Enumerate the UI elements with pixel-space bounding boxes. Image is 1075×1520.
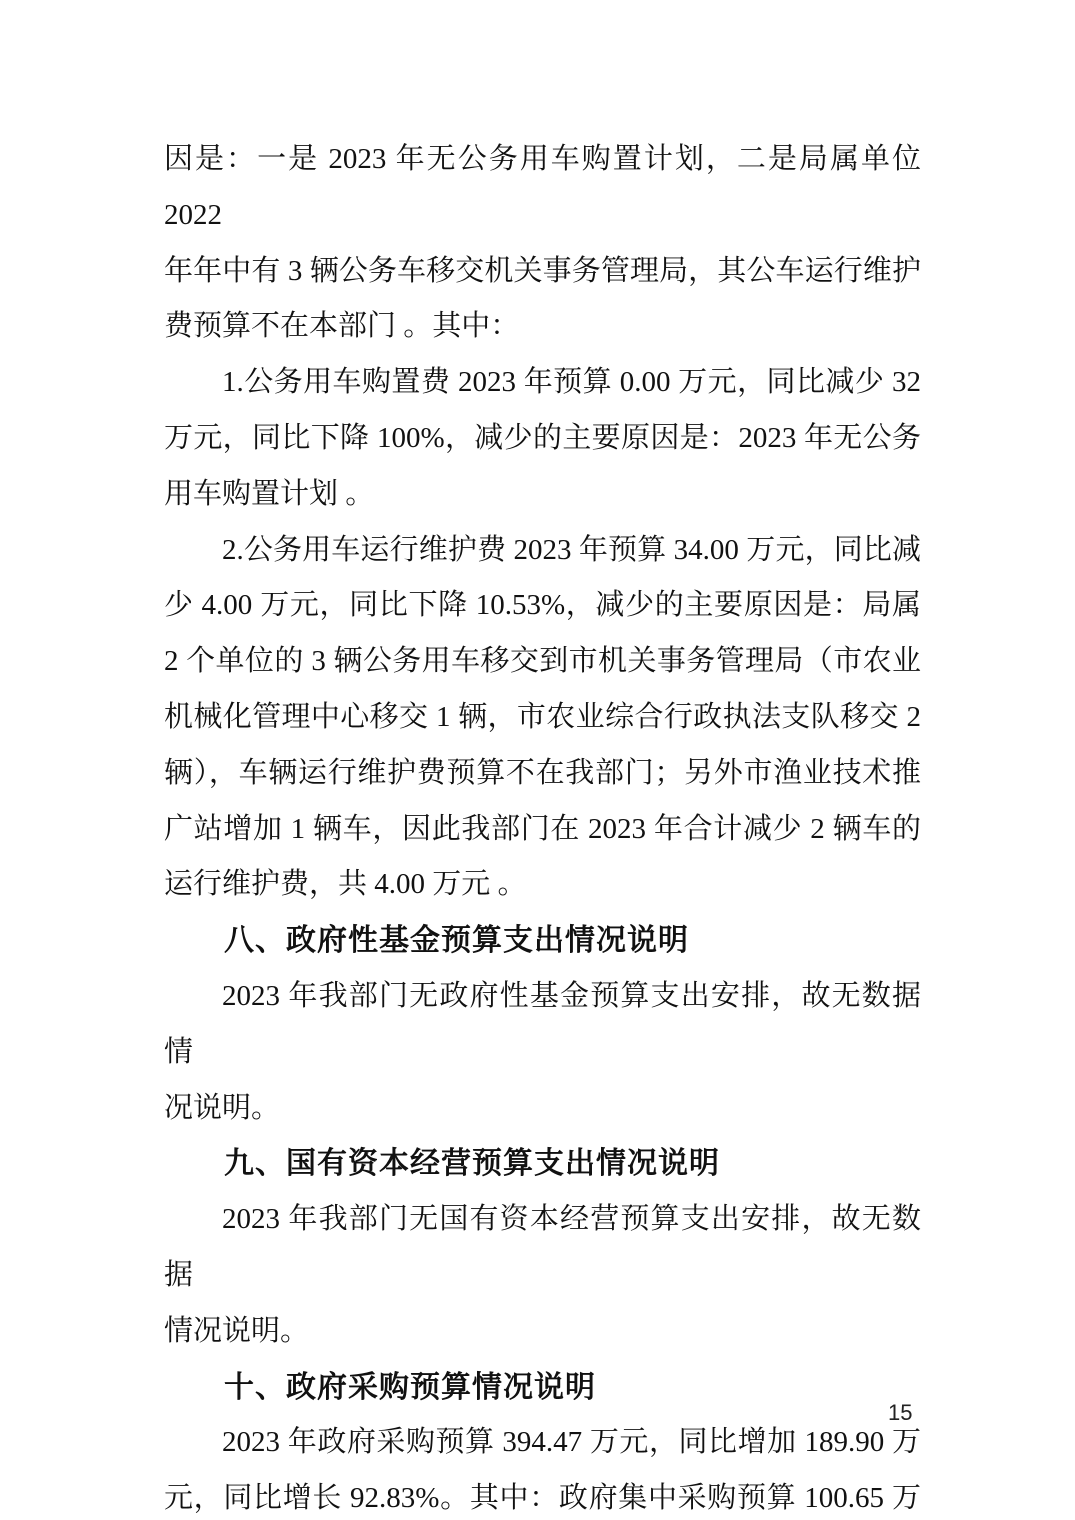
page-number: 15	[888, 1400, 913, 1425]
section-heading-9: 九、国有资本经营预算支出情况说明	[224, 1147, 720, 1181]
body-line: 2.公务用车运行维护费 2023 年预算 34.00 万元，同比减	[222, 533, 921, 566]
body-line: 万元，同比下降 100%，减少的主要原因是：2023 年无公务	[164, 421, 921, 454]
body-line: 情况说明。	[164, 1314, 310, 1347]
body-line: 广站增加 1 辆车，因此我部门在 2023 年合计减少 2 辆车的	[164, 812, 921, 845]
document-text	[164, 132, 921, 1520]
body-line: 2023 年我部门无国有资本经营预算支出安排，故无数据	[164, 1203, 921, 1291]
body-line: 况说明。	[164, 1091, 281, 1124]
section-heading-8: 八、政府性基金预算支出情况说明	[224, 924, 689, 958]
body-line: 运行维护费，共 4.00 万元 。	[164, 868, 527, 901]
body-line: 少 4.00 万元，同比下降 10.53%，减少的主要原因是：局属	[164, 589, 921, 622]
body-line: 机械化管理中心移交 1 辆，市农业综合行政执法支队移交 2	[164, 700, 921, 733]
body-line: 1.公务用车购置费 2023 年预算 0.00 万元，同比减少 32	[222, 366, 921, 399]
section-heading-10: 十、政府采购预算情况说明	[224, 1370, 596, 1404]
body-line: 费预算不在本部门 。其中：	[164, 310, 520, 343]
body-line: 辆），车辆运行维护费预算不在我部门；另外市渔业技术推	[164, 756, 921, 789]
body-line: 因是：一是 2023 年无公务用车购置计划，二是局属单位 2022	[164, 143, 921, 231]
body-line: 2023 年政府采购预算 394.47 万元，同比增加 189.90 万	[222, 1426, 921, 1459]
body-line: 2023 年我部门无政府性基金预算支出安排，故无数据情	[164, 979, 921, 1068]
body-line: 元，同比增长 92.83%。其中：政府集中采购预算 100.65 万	[164, 1482, 921, 1515]
body-line: 用车购置计划 。	[164, 477, 375, 510]
body-line: 2 个单位的 3 辆公务用车移交到市机关事务管理局（市农业	[164, 645, 921, 678]
body-line: 年年中有 3 辆公务车移交机关事务管理局，其公车运行维护	[164, 254, 921, 287]
